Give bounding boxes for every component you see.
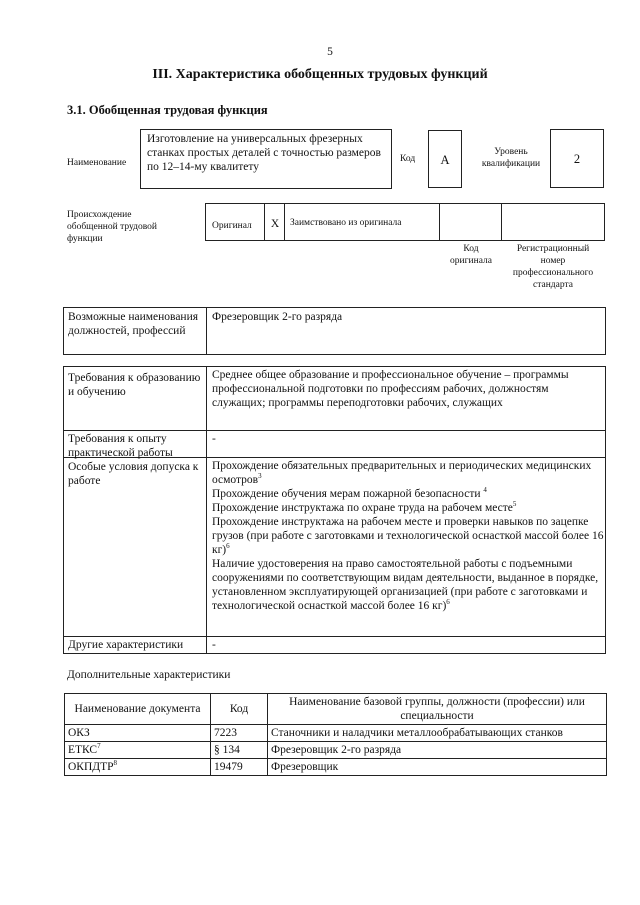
special-item: Прохождение обучения мерам пожарной безопасности $^4$ [212, 486, 487, 500]
special-list [212, 459, 604, 613]
positions-label: Возможные наименования должностей, профессий [68, 311, 199, 337]
additional-table [64, 693, 607, 776]
education-label: Требования к образованию и обучению [68, 372, 201, 398]
other-value: - [212, 639, 216, 651]
name-box [140, 129, 392, 189]
experience-label: Требования к опыту практической работы [68, 433, 173, 459]
requirements-box [63, 366, 606, 654]
level-label: Уровень квалификации [481, 147, 541, 169]
level-value: 2 [573, 152, 581, 166]
code-original-label: Код оригинала [450, 244, 492, 266]
code-box [428, 130, 462, 188]
table-row [65, 725, 607, 742]
other-label: Другие характеристики [68, 639, 184, 651]
header-document: Наименование документа [65, 694, 211, 725]
reg-number-label: Регистрационный номер профессионального стандарта [512, 244, 594, 290]
special-item: Прохождение инструктажа по охране труда на рабочем месте$^5$ [212, 500, 517, 514]
section-title: III. Характеристика обобщенных трудовых функций [152, 67, 488, 82]
page-number: 5 [327, 46, 333, 58]
special-item: Прохождение инструктажа на рабочем месте и проверки навыков по зацепке грузов (при работе с заготовками и технологической оснасткой массой более 16 кг)$^6$ [212, 516, 604, 556]
origin-box [205, 203, 605, 241]
original-label: Оригинал [212, 221, 252, 231]
header-name: Наименование базовой группы, должности (профессии) или специальности [268, 694, 607, 725]
code-label: Код [400, 154, 416, 164]
code-value: А [440, 153, 450, 167]
row-doc: ЕТКС$^7$ [65, 742, 211, 759]
table-header-row [65, 694, 607, 725]
education-value: Среднее общее образование и профессиональное обучение – программы профессиональной подготовки по профессиям рабочих, должностям служащих; программы переподготовки рабочих, служащих [212, 369, 569, 409]
origin-label: Происхождение обобщенной трудовой функции [67, 210, 157, 244]
header-code: Код [211, 694, 268, 725]
level-box [550, 129, 604, 188]
original-mark: X [270, 218, 280, 230]
name-label: Наименование [67, 158, 127, 168]
row-doc: ОКПДТР$^8$ [65, 759, 211, 776]
name-value: Изготовление на универсальных фрезерных станках простых деталей с точностью размеров по 12–14-му квалитету [147, 133, 381, 173]
borrowed-label: Заимствовано из оригинала [290, 218, 402, 228]
additional-title: Дополнительные характеристики [67, 669, 231, 681]
table-row [65, 759, 607, 776]
special-item: Наличие удостоверения на право самостоятельной работы с подъемными сооружениями по соответствующим видам деятельности, выданное в порядке, установленном эксплуатирующей организацией (при работе с заготовками и технологической оснасткой массой более 16 кг)$^6$ [212, 558, 599, 612]
row-name: Фрезеровщик [268, 759, 607, 776]
subsection-title: 3.1. Обобщенная трудовая функция [67, 103, 268, 117]
row-doc: ОКЗ [65, 725, 211, 742]
positions-value: Фрезеровщик 2-го разряда [212, 311, 343, 323]
positions-box [63, 307, 606, 355]
row-name: Станочники и наладчики металлообрабатывающих станков [268, 725, 607, 742]
row-code: § 134 [211, 742, 268, 759]
row-name: Фрезеровщик 2-го разряда [268, 742, 607, 759]
row-code: 19479 [211, 759, 268, 776]
special-item: Прохождение обязательных предварительных и периодических медицинских осмотров$^3$ [212, 460, 592, 486]
row-code: 7223 [211, 725, 268, 742]
experience-value: - [212, 433, 216, 445]
special-label: Особые условия допуска к работе [68, 461, 199, 487]
table-row [65, 742, 607, 759]
